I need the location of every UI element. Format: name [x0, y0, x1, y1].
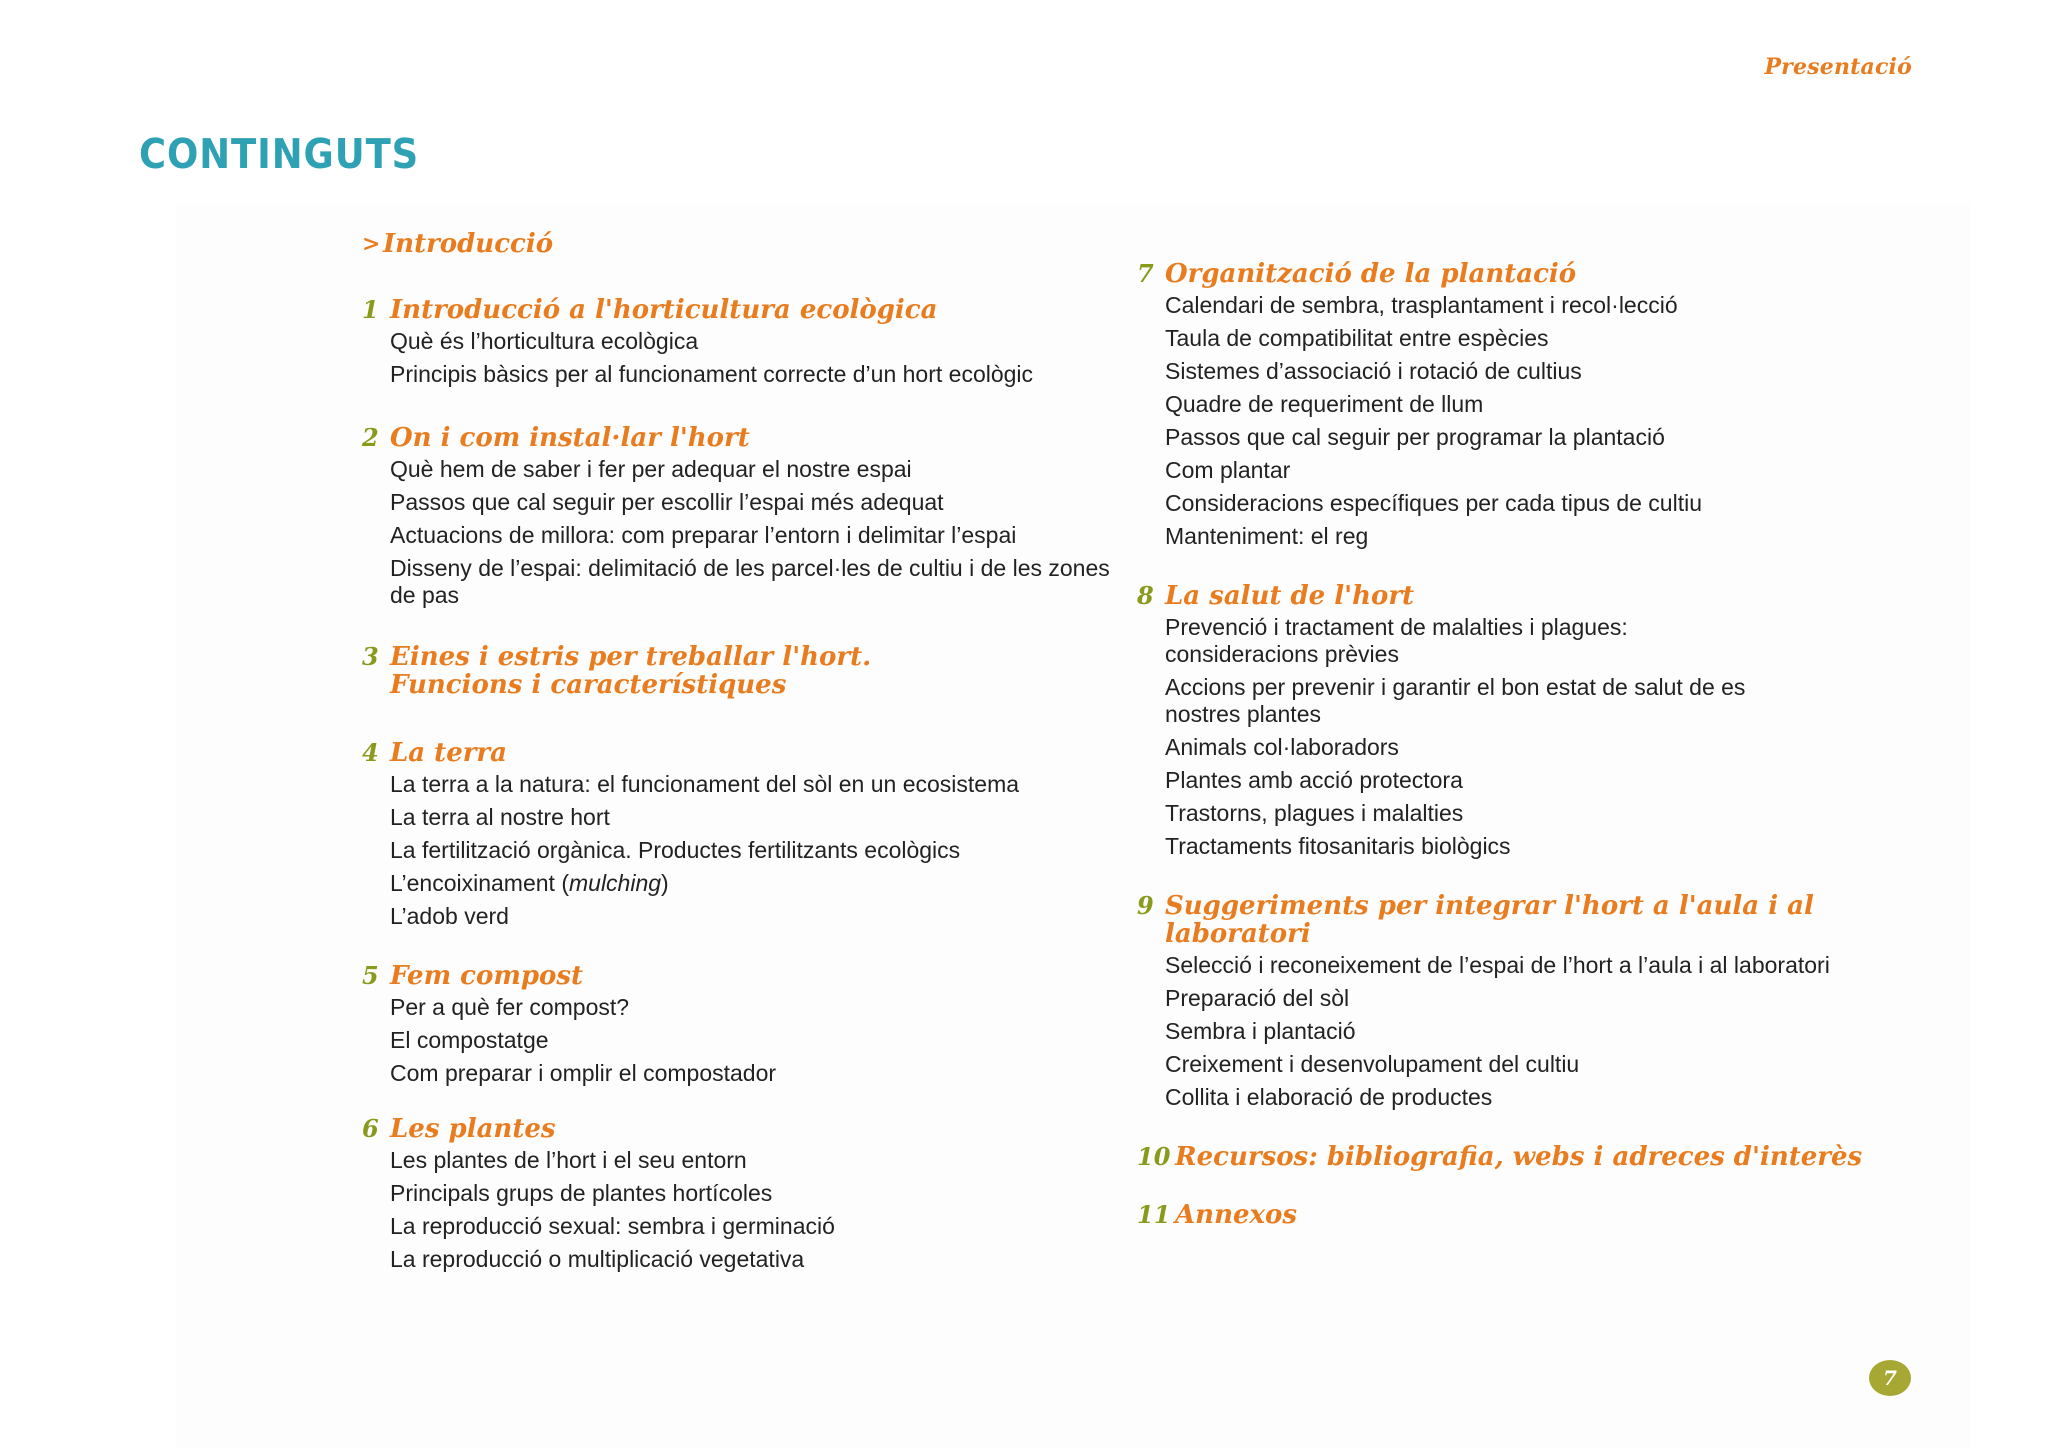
toc-item[interactable]: La fertilització orgànica. Productes fertilitzants ecològics — [390, 837, 961, 863]
toc-chapter-11 — [1137, 1201, 1917, 1229]
page-title: CONTINGUTS — [139, 130, 420, 178]
toc-heading[interactable]: Introducció — [383, 229, 554, 259]
chapter-title[interactable]: Fem compost — [390, 961, 583, 991]
chapter-number: 10 — [1137, 1142, 1171, 1171]
toc-item[interactable]: Sembra i plantació — [1165, 1018, 1356, 1044]
page-number-badge: 7 — [1869, 1360, 1911, 1396]
toc-chapter-10 — [1137, 1143, 1917, 1171]
chapter-number: 8 — [1137, 581, 1154, 610]
toc-item[interactable]: Principals grups de plantes hortícoles — [390, 1180, 773, 1206]
toc-entry-intro — [362, 230, 1122, 258]
toc-item[interactable]: Selecció i reconeixement de l’espai de l’hort a l’aula i al laboratori — [1165, 952, 1830, 978]
toc-item[interactable]: La terra al nostre hort — [390, 804, 610, 830]
toc-item[interactable]: Plantes amb acció protectora — [1165, 767, 1463, 793]
toc-chapter-7 — [1137, 260, 1917, 550]
chapter-title[interactable]: Recursos: bibliografia, webs i adreces d'interès — [1175, 1142, 1863, 1172]
toc-item[interactable]: Trastorns, plagues i malalties — [1165, 800, 1464, 826]
toc-chapter-9 — [1137, 892, 1917, 1111]
toc-chapter-6 — [362, 1115, 1122, 1273]
chapter-title[interactable]: Organització de la plantació — [1165, 259, 1577, 289]
toc-column-left — [362, 230, 1122, 1279]
toc-item[interactable]: Què és l’horticultura ecològica — [390, 328, 699, 354]
toc-item[interactable]: Passos que cal seguir per programar la plantació — [1165, 424, 1665, 450]
toc-item[interactable]: Prevenció i tractament de malalties i plagues: consideracions prèvies — [1165, 614, 1628, 667]
chapter-number: 5 — [362, 961, 379, 990]
toc-item[interactable]: Per a què fer compost? — [390, 994, 630, 1020]
chapter-number: 2 — [362, 423, 379, 452]
chapter-title[interactable]: On i com instal·lar l'hort — [390, 423, 750, 453]
toc-chapter-1 — [362, 296, 1122, 388]
chapter-number: 9 — [1137, 891, 1154, 920]
toc-item[interactable]: Sistemes d’associació i rotació de cultius — [1165, 358, 1582, 384]
chapter-number: 6 — [362, 1114, 379, 1143]
section-label: Presentació — [1764, 54, 1912, 80]
toc-item[interactable]: Com plantar — [1165, 457, 1291, 483]
chapter-number: 1 — [362, 295, 379, 324]
toc-item[interactable]: Quadre de requeriment de llum — [1165, 391, 1484, 417]
chevron-right-icon: > — [362, 231, 381, 257]
toc-item[interactable]: La reproducció sexual: sembra i germinació — [390, 1213, 835, 1239]
toc-item[interactable]: Preparació del sòl — [1165, 985, 1350, 1011]
toc-item[interactable]: Accions per prevenir i garantir el bon estat de salut de es nostres plantes — [1165, 674, 1746, 727]
toc-item[interactable]: Tractaments fitosanitaris biològics — [1165, 833, 1511, 859]
toc-chapter-3 — [362, 643, 1122, 699]
chapter-title[interactable]: Introducció a l'horticultura ecològica — [390, 295, 938, 325]
toc-item[interactable]: Disseny de l’espai: delimitació de les parcel·les de cultiu i de les zones de pas — [390, 555, 1110, 608]
toc-item[interactable]: Taula de compatibilitat entre espècies — [1165, 325, 1549, 351]
toc-item[interactable]: Actuacions de millora: com preparar l’entorn i delimitar l’espai — [390, 522, 1017, 548]
toc-item[interactable]: La terra a la natura: el funcionament del sòl en un ecosistema — [390, 771, 1020, 797]
toc-item[interactable]: Animals col·laboradors — [1165, 734, 1399, 760]
chapter-title[interactable]: Annexos — [1175, 1200, 1298, 1230]
toc-chapter-8 — [1137, 582, 1917, 860]
toc-item[interactable]: Què hem de saber i fer per adequar el nostre espai — [390, 456, 912, 482]
toc-chapter-5 — [362, 962, 1122, 1087]
toc-item[interactable]: Consideracions específiques per cada tipus de cultiu — [1165, 490, 1702, 516]
toc-item[interactable]: Calendari de sembra, trasplantament i recol·lecció — [1165, 292, 1678, 318]
toc-column-right — [1137, 260, 1917, 1229]
chapter-number: 7 — [1137, 259, 1154, 288]
toc-item[interactable]: Com preparar i omplir el compostador — [390, 1060, 777, 1086]
toc-item[interactable]: L’encoixinament (mulching) — [390, 870, 669, 896]
chapter-title[interactable]: Suggeriments per integrar l'hort a l'aula i al laboratori — [1165, 891, 1814, 949]
chapter-title[interactable]: Les plantes — [390, 1114, 556, 1144]
chapter-number: 11 — [1137, 1200, 1171, 1229]
toc-item[interactable]: Collita i elaboració de productes — [1165, 1084, 1493, 1110]
toc-item[interactable]: Passos que cal seguir per escollir l’espai més adequat — [390, 489, 944, 515]
toc-item[interactable]: Creixement i desenvolupament del cultiu — [1165, 1051, 1580, 1077]
chapter-title[interactable]: La terra — [390, 738, 507, 768]
toc-item[interactable]: Principis bàsics per al funcionament correcte d’un hort ecològic — [390, 361, 1034, 387]
toc-chapter-4 — [362, 739, 1122, 930]
toc-item[interactable]: El compostatge — [390, 1027, 549, 1053]
toc-chapter-2 — [362, 424, 1122, 609]
toc-item[interactable]: La reproducció o multiplicació vegetativa — [390, 1246, 805, 1272]
chapter-number: 3 — [362, 642, 379, 671]
chapter-title[interactable]: La salut de l'hort — [1165, 581, 1415, 611]
chapter-number: 4 — [362, 738, 379, 767]
chapter-title[interactable]: Eines i estris per treballar l'hort. Funcions i característiques — [390, 642, 872, 700]
toc-item[interactable]: Manteniment: el reg — [1165, 523, 1369, 549]
toc-item[interactable]: Les plantes de l’hort i el seu entorn — [390, 1147, 747, 1173]
toc-item[interactable]: L’adob verd — [390, 903, 509, 929]
